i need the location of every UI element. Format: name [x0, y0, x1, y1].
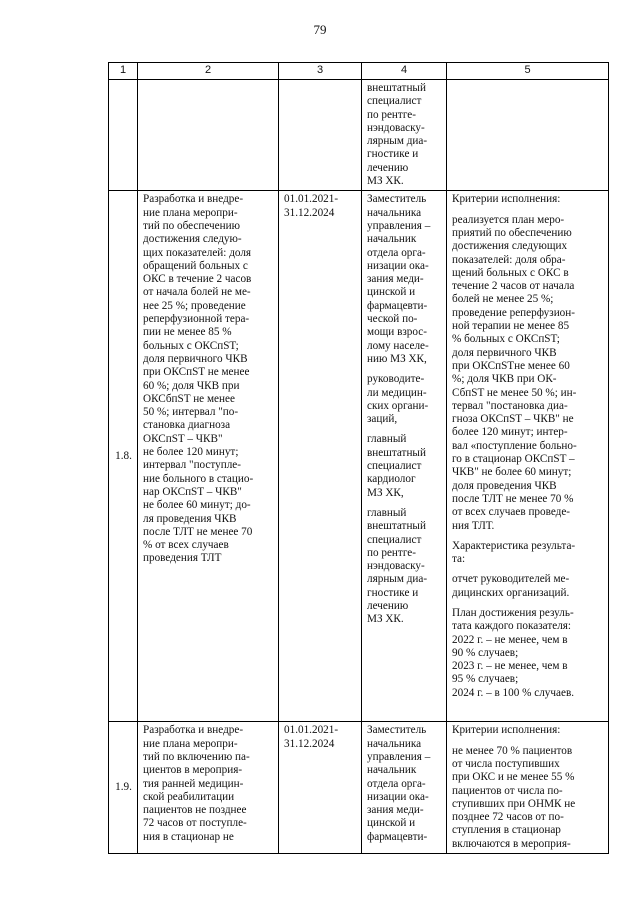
text-line: СбпST не менее 50 %; ин- — [452, 386, 577, 399]
text-line: внештатный — [367, 520, 426, 533]
text-line: специалист — [367, 95, 422, 108]
text-line: руководите- — [367, 373, 425, 386]
text-line: Заместитель — [367, 724, 427, 737]
text-line: начальника — [367, 206, 422, 219]
text-line: ческой по- — [367, 313, 418, 326]
text-line: нэндоваску- — [367, 560, 425, 573]
responsible-cell — [362, 722, 447, 854]
text-line: управления – — [367, 750, 431, 763]
text-line: тия ранней медицин- — [143, 777, 244, 790]
text-line: лярным диа- — [367, 135, 428, 148]
text-line: 2023 г. – не менее, чем в — [452, 660, 568, 673]
text-line: 31.12.2024 — [284, 737, 335, 750]
text-line: циентов в мероприя- — [143, 764, 243, 777]
page-number: 79 — [313, 22, 327, 37]
text-line: ступивших при ОНМК не — [452, 797, 576, 810]
text-line: го в стационар ОКСпST – — [452, 453, 575, 466]
text-line: План достижения резуль- — [452, 606, 574, 619]
text-line: внештатный — [367, 82, 426, 94]
text-line: специалист — [367, 533, 422, 546]
text-line: МЗ ХК, — [367, 486, 404, 499]
text-line: после ТЛТ не менее 70 % — [452, 492, 574, 505]
text-line: Заместитель — [367, 193, 427, 206]
text-line: по рентге- — [367, 546, 416, 559]
text-line: более 120 минут; интер- — [452, 426, 568, 439]
text-line: отдела орга- — [367, 777, 426, 790]
text-line: ЧКВ" не более 60 минут; — [452, 466, 572, 479]
text-line: достижения следую- — [143, 233, 242, 246]
text-line: тервал "постановка диа- — [452, 399, 568, 412]
text-line: цинской и — [367, 286, 416, 299]
text-line: проведение реперфузион- — [452, 306, 575, 319]
text-line: приятий по обеспечению — [452, 226, 572, 239]
text-line: пациентов не позднее — [143, 804, 247, 817]
paragraph — [452, 540, 604, 567]
text-line: ОКСпST – ЧКВ" — [143, 432, 223, 445]
text-line: зания меди- — [367, 804, 424, 817]
paragraph — [367, 433, 442, 499]
text-line: специалист — [367, 460, 422, 473]
text-line: ских органи- — [367, 399, 429, 412]
text-line: % от всех случаев — [143, 539, 229, 552]
text-line: от всех случаев проведе- — [452, 506, 571, 519]
text-line: та: — [452, 553, 466, 566]
paragraph — [367, 724, 442, 844]
column-header: 4 — [362, 63, 447, 80]
date-cell — [279, 722, 362, 854]
text-line: нее 25 %; проведение — [143, 299, 246, 312]
table-row-continuation — [109, 80, 609, 191]
text-line: лому населе- — [367, 339, 429, 352]
text-line: больных с ОКСпST; — [143, 339, 239, 352]
text-line: дицинских организаций. — [452, 586, 570, 599]
text-line: заций, — [367, 413, 398, 426]
text-line: ли медицин- — [367, 386, 427, 399]
text-line: ОКС в течение 2 часов — [143, 273, 252, 286]
text-line: % больных с ОКСпST; — [452, 333, 560, 346]
text-line: низации ока- — [367, 259, 429, 272]
text-line: щих показателей: доля — [143, 246, 252, 259]
date-cell — [279, 191, 362, 722]
column-header: 1 — [109, 63, 138, 80]
row-number-cell — [109, 80, 138, 191]
paragraph — [452, 573, 604, 600]
text-line: 31.12.2024 — [284, 206, 335, 219]
text-line: отдела орга- — [367, 246, 426, 259]
text-line: показателей: доля обра- — [452, 253, 566, 266]
text-line: 60 %; доля ЧКВ при — [143, 379, 240, 392]
text-line: обращений больных с — [143, 259, 248, 272]
paragraph — [452, 724, 604, 737]
text-line: цинской и — [367, 817, 416, 830]
text-line: ской реабилитации — [143, 790, 235, 803]
responsible-cell — [362, 80, 447, 191]
text-block — [367, 82, 442, 188]
text-line: 2024 г. – в 100 % случаев. — [452, 686, 575, 699]
text-line: не более 60 минут; до- — [143, 499, 251, 512]
text-line: ния в стационар не — [143, 830, 234, 843]
text-line: фармацевти- — [367, 299, 428, 312]
text-line: нэндоваску- — [367, 121, 425, 134]
text-line: не более 120 минут; — [143, 446, 239, 459]
text-line: главный — [367, 506, 407, 519]
result-cell — [447, 191, 609, 722]
text-line: лечению — [367, 599, 409, 612]
text-line: нию МЗ ХК, — [367, 352, 427, 365]
text-line: ступления в стационар — [452, 824, 561, 837]
text-line: ля проведения ЧКВ — [143, 512, 237, 525]
text-line: тий по включению па- — [143, 750, 250, 763]
paragraph — [367, 193, 442, 366]
responsible-blocks — [367, 193, 442, 626]
text-line: Разработка и внедре- — [143, 193, 244, 206]
paragraph — [452, 607, 604, 700]
table-header-row — [109, 63, 609, 80]
text-line: реализуется план меро- — [452, 213, 565, 226]
paragraph — [367, 507, 442, 627]
text-line: 95 % случаев; — [452, 673, 519, 686]
text-line: ной терапии не менее 85 — [452, 320, 570, 333]
column-header: 5 — [447, 63, 609, 80]
text-line: после ТЛТ не менее 70 — [143, 525, 253, 538]
text-line: гностике и — [367, 586, 419, 599]
text-line: Критерии исполнения: — [452, 724, 561, 737]
date-range — [284, 724, 357, 751]
result-cell — [447, 722, 609, 854]
column-header: 2 — [138, 63, 279, 80]
paragraph — [452, 745, 604, 851]
text-line: лечению — [367, 161, 409, 174]
text-line: Разработка и внедре- — [143, 724, 244, 737]
text-line: Характеристика результа- — [452, 539, 576, 552]
text-line: ние больного в стацио- — [143, 472, 254, 485]
task-cell — [138, 80, 279, 191]
text-line: позднее 72 часов от по- — [452, 811, 564, 824]
text-line: %; доля ЧКВ при ОК- — [452, 373, 557, 386]
text-line: МЗ ХК. — [367, 175, 404, 188]
date-cell — [279, 80, 362, 191]
text-line: главный — [367, 433, 407, 446]
text-line: начальник — [367, 233, 417, 246]
text-line: гноза ОКСпST – ЧКВ" не — [452, 413, 574, 426]
text-line: болей не менее 25 %; — [452, 293, 554, 306]
responsible-blocks — [367, 724, 442, 844]
criteria-blocks — [452, 193, 604, 700]
table-row-1-9 — [109, 722, 609, 854]
text-line: вал «поступление больно- — [452, 439, 577, 452]
paragraph — [452, 193, 604, 206]
text-line: проведения ТЛТ — [143, 552, 222, 565]
text-line: 90 % случаев; — [452, 646, 519, 659]
text-line: становка диагноза — [143, 419, 231, 432]
text-line: тий по обеспечению — [143, 219, 240, 232]
text-line: от числа поступивших — [452, 757, 560, 770]
responsible-cell — [362, 191, 447, 722]
row-number-cell: 1.9. — [109, 722, 138, 854]
text-line: при ОКСпSTне менее 60 — [452, 359, 570, 372]
text-line: щений больных с ОКС в — [452, 266, 569, 279]
text-line: 2022 г. – не менее, чем в — [452, 633, 568, 646]
text-line: ния ТЛТ. — [452, 519, 495, 532]
text-line: фармацевти- — [367, 830, 428, 843]
result-cell — [447, 80, 609, 191]
date-range — [284, 193, 357, 220]
text-block — [143, 724, 274, 844]
plan-table — [108, 62, 609, 854]
text-line: низации ока- — [367, 790, 429, 803]
criteria-blocks — [452, 724, 604, 851]
text-line: по рентге- — [367, 108, 416, 121]
text-line: включаются в мероприя- — [452, 837, 571, 850]
text-line: 72 часов от поступле- — [143, 817, 247, 830]
task-cell — [138, 722, 279, 854]
text-line: реперфузионной тера- — [143, 313, 250, 326]
text-line: начальник — [367, 764, 417, 777]
text-line: не менее 70 % пациентов — [452, 744, 573, 757]
text-line: пии не менее 85 % — [143, 326, 232, 339]
text-line: зания меди- — [367, 273, 424, 286]
text-line: нар ОКСпST – ЧКВ" — [143, 485, 242, 498]
column-header: 3 — [279, 63, 362, 80]
text-line: 01.01.2021- — [284, 193, 339, 206]
text-line: отчет руководителей ме- — [452, 573, 570, 586]
text-line: интервал "поступле- — [143, 459, 241, 472]
text-line: 50 %; интервал "по- — [143, 406, 239, 419]
text-line: при ОКС и не менее 55 % — [452, 771, 575, 784]
text-line: доля проведения ЧКВ — [452, 479, 557, 492]
row-number-cell: 1.8. — [109, 191, 138, 722]
text-line: доля первичного ЧКВ — [452, 346, 557, 359]
text-line: течение 2 часов от начала — [452, 280, 575, 293]
text-line: мощи взрос- — [367, 326, 427, 339]
text-line: ОКСбпST не менее — [143, 392, 235, 405]
text-line: начальника — [367, 737, 422, 750]
paragraph — [367, 373, 442, 426]
text-line: от начала болей не ме- — [143, 286, 251, 299]
text-line: ние плана меропри- — [143, 737, 238, 750]
text-line: пациентов от числа по- — [452, 784, 563, 797]
text-line: управления – — [367, 219, 431, 232]
text-line: тата каждого показателя: — [452, 620, 572, 633]
text-line: 01.01.2021- — [284, 724, 339, 737]
text-block — [143, 193, 274, 565]
text-line: внештатный — [367, 446, 426, 459]
text-line: доля первичного ЧКВ — [143, 352, 248, 365]
text-line: МЗ ХК. — [367, 613, 404, 626]
text-line: кардиолог — [367, 473, 416, 486]
text-line: лярным диа- — [367, 573, 428, 586]
text-line: при ОКСпST не менее — [143, 366, 250, 379]
task-cell — [138, 191, 279, 722]
text-line: достижения следующих — [452, 240, 568, 253]
text-line: ние плана меропри- — [143, 206, 238, 219]
text-line: гностике и — [367, 148, 419, 161]
paragraph — [452, 214, 604, 533]
text-line: Критерии исполнения: — [452, 193, 561, 206]
table-row-1-8 — [109, 191, 609, 722]
